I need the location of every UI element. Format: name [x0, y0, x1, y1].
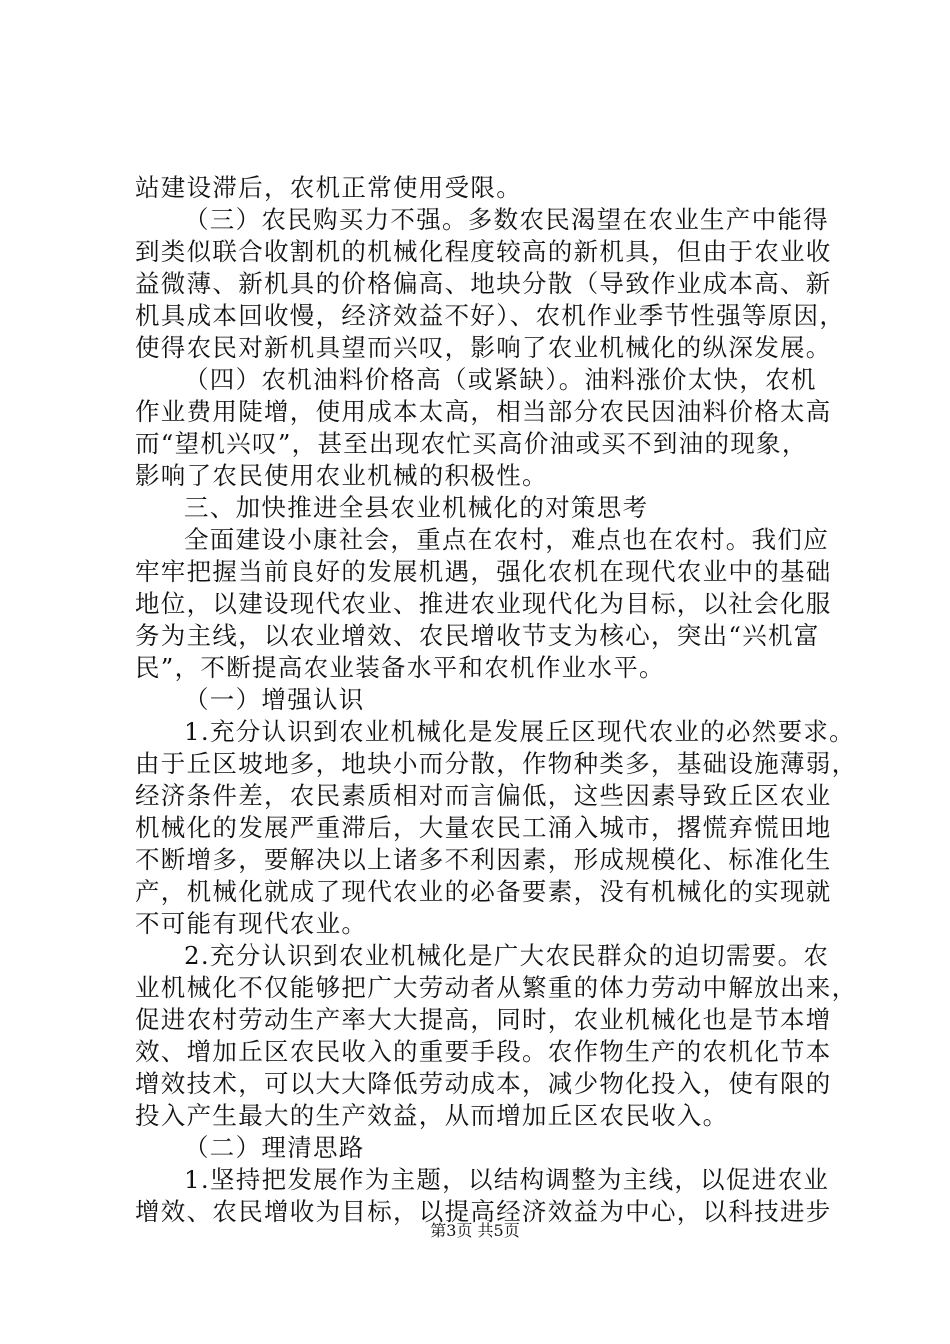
text-line: 牢牢把握当前良好的发展机遇，强化农机在现代农业中的基础	[135, 557, 832, 586]
text-line: 地位，以建设现代农业、推进农业现代化为目标，以社会化服	[135, 589, 832, 618]
section-heading: 三、加快推进全县农业机械化的对策思考	[184, 493, 649, 522]
text-line: 民”，不断提高农业装备水平和农机作业水平。	[135, 653, 665, 682]
document-body	[135, 172, 858, 1228]
text-line: 到类似联合收割机的机械化程度较高的新机具，但由于农业收	[135, 237, 832, 266]
text-line: 产，机械化就成了现代农业的必备要素，没有机械化的实现就	[135, 877, 832, 906]
text-line: 影响了农民使用农业机械的积极性。	[135, 461, 548, 490]
text-line: 2.充分认识到农业机械化是广大农民群众的迫切需要。农	[184, 941, 830, 970]
text-line: 业机械化不仅能够把广大劳动者从繁重的体力劳动中解放出来，	[135, 973, 858, 1002]
text-line: 1.充分认识到农业机械化是发展丘区现代农业的必然要求。	[184, 717, 855, 746]
text-line: 而“望机兴叹”，甚至出现农忙买高价油或买不到油的现象，	[135, 429, 808, 458]
text-line: 投入产生最大的生产效益，从而增加丘区农民收入。	[135, 1101, 729, 1130]
text-line: 经济条件差，农民素质相对而言偏低，这些因素导致丘区农业	[135, 781, 832, 810]
text-line: 机具成本回收慢，经济效益不好）、农机作业季节性强等原因，	[135, 301, 846, 330]
text-line: 由于丘区坡地多，地块小而分散，作物种类多，基础设施薄弱，	[135, 749, 858, 778]
text-line: 务为主线，以农业增效、农民增收节支为核心，突出“兴机富	[135, 621, 820, 650]
text-line: 不可能有现代农业。	[135, 909, 368, 938]
text-line: （三）农民购买力不强。多数农民渴望在农业生产中能得	[184, 205, 829, 234]
text-line: 站建设滞后，农机正常使用受限。	[135, 173, 522, 202]
text-line: 不断增多，要解决以上诸多不利因素，形成规模化、标准化生	[135, 845, 832, 874]
subsection-heading: （一）增强认识	[184, 685, 365, 714]
text-line: （四）农机油料价格高（或紧缺）。油料涨价太快，农机	[184, 365, 817, 394]
text-line: 作业费用陡增，使用成本太高，相当部分农民因油料价格太高	[135, 397, 832, 426]
text-line: 增效技术，可以大大降低劳动成本，减少物化投入，使有限的	[135, 1069, 832, 1098]
text-line: 机械化的发展严重滞后，大量农民工涌入城市，撂慌弃慌田地	[135, 813, 832, 842]
page-number-footer: 第3页 共5页	[430, 1221, 520, 1240]
text-line: 增效、农民增收为目标，以提高经济效益为中心，以科技进步	[135, 1197, 832, 1226]
text-line: 促进农村劳动生产率大大提高，同时，农业机械化也是节本增	[135, 1005, 832, 1034]
text-line: 1.坚持把发展作为主题，以结构调整为主线，以促进农业	[184, 1165, 830, 1194]
text-line: 益微薄、新机具的价格偏高、地块分散（导致作业成本高、新	[135, 269, 832, 298]
subsection-heading: （二）理清思路	[184, 1133, 365, 1162]
text-line: 效、增加丘区农民收入的重要手段。农作物生产的农机化节本	[135, 1037, 832, 1066]
text-line: 全面建设小康社会，重点在农村，难点也在农村。我们应	[184, 525, 829, 554]
text-line: 使得农民对新机具望而兴叹，影响了农业机械化的纵深发展。	[135, 333, 832, 362]
